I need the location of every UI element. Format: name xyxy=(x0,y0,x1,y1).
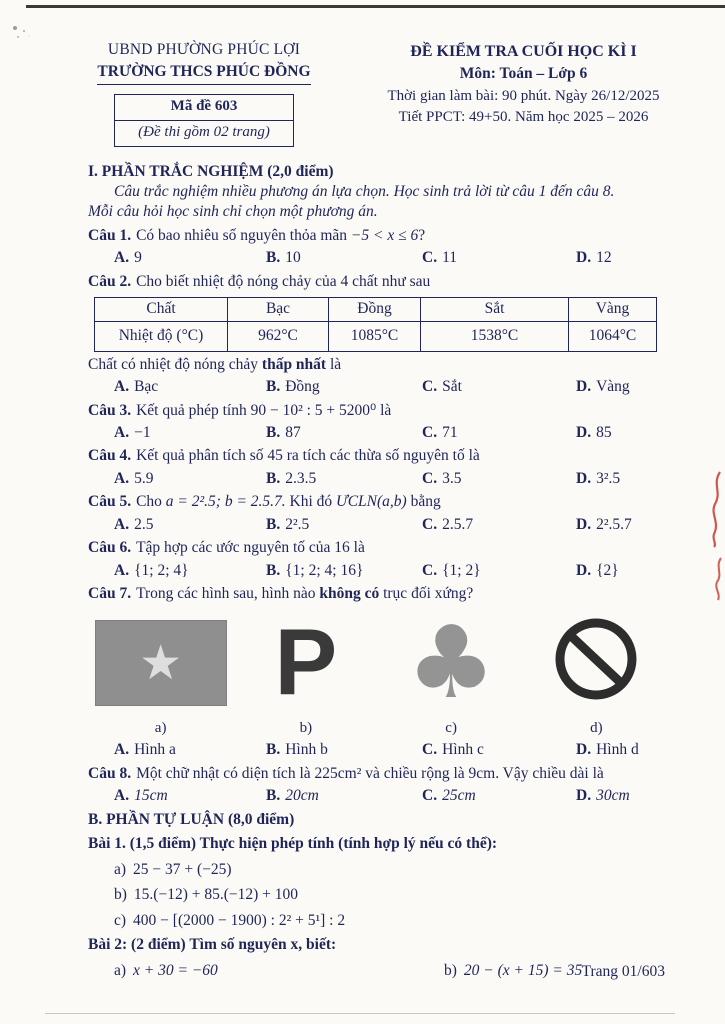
option-c xyxy=(422,423,576,443)
table-header-row xyxy=(95,298,657,321)
option-d xyxy=(576,248,669,268)
option-a xyxy=(114,740,266,760)
option-value: Hình a xyxy=(134,741,176,759)
option-b xyxy=(266,423,422,443)
header xyxy=(0,0,725,147)
question-2-label: Câu 2. xyxy=(88,272,132,290)
bai-1-heading: Bài 1. (1,5 điểm) Thực hiện phép tính (tính hợp lý nếu có thể): xyxy=(88,835,498,853)
question-6-text: Tập hợp các ước nguyên tố của 16 là xyxy=(136,539,365,557)
option-value: 2.3.5 xyxy=(285,469,317,487)
question-7-text-bold: không có xyxy=(319,585,380,603)
question-2-text-2-post: là xyxy=(326,355,342,373)
question-7-options xyxy=(88,740,669,760)
school-name: TRƯỜNG THCS PHÚC ĐỒNG xyxy=(97,62,310,84)
option-a xyxy=(114,786,266,806)
question-4-options xyxy=(88,469,669,489)
option-c xyxy=(422,740,576,760)
exam-pages-note: (Đề thi gồm 02 trang) xyxy=(138,123,270,140)
question-1-text: Có bao nhiêu số nguyên thỏa mãn xyxy=(136,226,351,244)
option-d xyxy=(576,740,669,760)
question-5-text-mid: Khi đó xyxy=(285,493,337,511)
question-8-label: Câu 8. xyxy=(88,764,132,782)
question-2 xyxy=(88,272,669,292)
question-8-options xyxy=(88,786,669,806)
option-letter: D. xyxy=(576,249,592,267)
option-c xyxy=(422,561,576,581)
option-c xyxy=(422,248,576,268)
no-symbol-figure xyxy=(553,616,639,708)
option-b xyxy=(266,515,422,535)
option-letter: C. xyxy=(422,561,438,579)
option-letter: B. xyxy=(266,561,281,579)
header-right xyxy=(350,40,697,147)
option-letter: A. xyxy=(114,469,130,487)
exam-body xyxy=(0,147,725,981)
clover-icon: ♣ xyxy=(406,603,496,721)
table-cell: Chất xyxy=(95,298,228,321)
item-expression: x + 30 = −60 xyxy=(133,961,218,979)
question-3-label: Câu 3. xyxy=(88,401,132,419)
option-b xyxy=(266,469,422,489)
option-value: 5.9 xyxy=(134,469,154,487)
instruction-line-1: Câu trắc nghiệm nhiều phương án lựa chọn. Học sinh trả lời từ câu 1 đến câu 8. xyxy=(114,182,615,200)
question-7-text: Trong các hình sau, hình nào xyxy=(136,585,320,603)
question-3-text-post: là xyxy=(376,401,392,419)
option-letter: C. xyxy=(422,424,438,442)
flag-with-star-figure xyxy=(95,620,227,706)
table-cell: Nhiệt độ (°C) xyxy=(95,321,228,351)
item-label: a) xyxy=(114,860,127,878)
question-7 xyxy=(88,584,669,604)
question-5-math-2: ƯCLN(a,b) xyxy=(336,493,407,511)
question-3-text: Kết quả phép tính xyxy=(136,401,251,419)
section-a-heading: I. PHẦN TRẮC NGHIỆM (2,0 điểm) xyxy=(88,162,334,180)
question-8-text: Một chữ nhật có diện tích là 225cm² và chiều rộng là 9cm. Vậy chiều dài là xyxy=(136,764,604,782)
option-b xyxy=(266,740,422,760)
figure-label-a: a) xyxy=(154,719,167,736)
option-d xyxy=(576,423,669,443)
page-number: Trang 01/603 xyxy=(581,962,665,980)
bai-2-item-a xyxy=(88,961,418,981)
question-1-math: −5 < x ≤ 6 xyxy=(350,226,419,244)
question-5-math-1: a = 2².5; b = 2.5.7. xyxy=(165,493,286,511)
scan-artifact-bottom-line xyxy=(45,1013,675,1014)
item-expression: 15.(−12) + 85.(−12) + 100 xyxy=(133,886,299,904)
item-expression: 25 − 37 + (−25) xyxy=(133,860,232,878)
bai-1-item-a xyxy=(88,860,669,880)
table-cell: Vàng xyxy=(569,298,657,321)
question-2-text-2-pre: Chất có nhiệt độ nóng chảy xyxy=(88,355,262,373)
scan-artifact-red-ink-mark xyxy=(708,470,724,548)
option-c xyxy=(422,786,576,806)
option-value: Đồng xyxy=(285,378,320,396)
table-value-row xyxy=(95,321,657,351)
option-d xyxy=(576,561,669,581)
option-value: 2.5.7 xyxy=(442,515,474,533)
option-a xyxy=(114,515,266,535)
option-letter: C. xyxy=(422,249,438,267)
question-6-options xyxy=(88,561,669,581)
option-letter: B. xyxy=(266,378,281,396)
exam-title: ĐỀ KIỂM TRA CUỐI HỌC KÌ I xyxy=(410,43,637,60)
option-d xyxy=(576,786,669,806)
option-value: 30cm xyxy=(596,787,630,805)
option-d xyxy=(576,469,669,489)
option-value: Hình b xyxy=(285,741,328,759)
option-b xyxy=(266,248,422,268)
no-symbol-icon xyxy=(553,616,639,702)
subject-line: Môn: Toán – Lớp 6 xyxy=(459,65,588,83)
option-c xyxy=(422,515,576,535)
option-c xyxy=(422,377,576,397)
option-value: Hình c xyxy=(442,741,484,759)
question-6 xyxy=(88,538,669,558)
item-label: c) xyxy=(114,911,127,929)
option-value: {1; 2} xyxy=(442,561,481,579)
option-value: 2².5 xyxy=(285,515,310,533)
option-a xyxy=(114,561,266,581)
header-left xyxy=(58,40,350,147)
option-a xyxy=(114,377,266,397)
option-letter: C. xyxy=(422,741,438,759)
question-2-text-2 xyxy=(88,355,669,375)
option-value: 25cm xyxy=(442,787,476,805)
question-2-options xyxy=(88,377,669,397)
option-letter: D. xyxy=(576,424,592,442)
option-value: 2².5.7 xyxy=(596,515,632,533)
option-letter: D. xyxy=(576,469,592,487)
option-d xyxy=(576,515,669,535)
duration-date-line: Thời gian làm bài: 90 phút. Ngày 26/12/2025 xyxy=(387,87,660,104)
letter-p-figure: P xyxy=(274,609,338,715)
question-7-label: Câu 7. xyxy=(88,585,132,603)
scan-artifact-smudge xyxy=(13,26,17,30)
question-5 xyxy=(88,492,669,512)
instruction-line-2: Mỗi câu hỏi học sinh chỉ chọn một phương án. xyxy=(88,203,378,221)
option-value: 3.5 xyxy=(442,469,462,487)
question-3 xyxy=(88,401,669,421)
question-1 xyxy=(88,226,669,246)
option-letter: B. xyxy=(266,469,281,487)
figure-label-b: b) xyxy=(299,719,313,736)
option-letter: B. xyxy=(266,515,281,533)
period-schoolyear-line: Tiết PPCT: 49+50. Năm học 2025 – 2026 xyxy=(398,109,649,126)
option-value: Sắt xyxy=(442,378,462,396)
question-5-label: Câu 5. xyxy=(88,493,132,511)
option-a xyxy=(114,423,266,443)
option-letter: C. xyxy=(422,469,438,487)
option-letter: B. xyxy=(266,424,281,442)
option-value: Vàng xyxy=(596,378,630,396)
school-name-wrap xyxy=(58,60,350,84)
question-2-text: Cho biết nhiệt độ nóng chảy của 4 chất như sau xyxy=(136,272,431,290)
option-letter: A. xyxy=(114,787,130,805)
question-1-text-post: ? xyxy=(418,226,426,244)
option-value: 15cm xyxy=(134,787,168,805)
option-value: {1; 2; 4; 16} xyxy=(285,561,364,579)
option-value: Hình d xyxy=(596,741,639,759)
exam-code: Mã đề 603 xyxy=(115,95,293,121)
option-value: 71 xyxy=(442,424,458,442)
option-b xyxy=(266,561,422,581)
option-letter: A. xyxy=(114,249,130,267)
option-a xyxy=(114,248,266,268)
option-letter: B. xyxy=(266,741,281,759)
option-letter: C. xyxy=(422,787,438,805)
option-a xyxy=(114,469,266,489)
option-letter: A. xyxy=(114,515,130,533)
question-3-math: 90 − 10² : 5 + 5200⁰ xyxy=(250,401,377,419)
option-value: 85 xyxy=(596,424,612,442)
question-5-options xyxy=(88,515,669,535)
option-letter: B. xyxy=(266,787,281,805)
question-7-figure-labels xyxy=(88,719,669,739)
table-cell: 1085°C xyxy=(329,321,421,351)
question-8 xyxy=(88,764,669,784)
item-expression: 20 − (x + 15) = 35 xyxy=(463,961,583,979)
option-value: {2} xyxy=(596,561,619,579)
option-letter: A. xyxy=(114,561,130,579)
option-value: 9 xyxy=(134,249,142,267)
question-6-label: Câu 6. xyxy=(88,539,132,557)
item-expression: 400 − [(2000 − 1900) : 2² + 5¹] : 2 xyxy=(133,911,346,929)
option-value: 3².5 xyxy=(596,469,621,487)
table-cell: Bạc xyxy=(228,298,329,321)
option-value: 20cm xyxy=(285,787,319,805)
option-value: 11 xyxy=(442,249,458,267)
question-1-options xyxy=(88,248,669,268)
option-letter: C. xyxy=(422,515,438,533)
option-value: 12 xyxy=(596,249,612,267)
question-1-label: Câu 1. xyxy=(88,226,132,244)
option-letter: D. xyxy=(576,741,592,759)
option-letter: D. xyxy=(576,787,592,805)
option-b xyxy=(266,786,422,806)
star-icon: ★ xyxy=(139,634,183,691)
table-cell: 1538°C xyxy=(421,321,569,351)
scan-artifact-red-ink-mark-2 xyxy=(711,556,725,602)
question-7-figures xyxy=(88,603,669,721)
item-label: b) xyxy=(114,886,127,904)
option-letter: A. xyxy=(114,378,130,396)
question-4-label: Câu 4. xyxy=(88,447,132,465)
exam-code-box xyxy=(114,94,294,147)
question-4-text: Kết quả phân tích số 45 ra tích các thừa số nguyên tố là xyxy=(136,447,480,465)
option-letter: D. xyxy=(576,561,592,579)
bai-1-item-b xyxy=(88,885,669,905)
option-letter: C. xyxy=(422,378,438,396)
option-letter: D. xyxy=(576,515,592,533)
bai-1-item-c xyxy=(88,911,669,931)
figure-label-c: c) xyxy=(445,719,457,736)
question-5-text-post: bằng xyxy=(406,493,441,511)
table-cell: 1064°C xyxy=(569,321,657,351)
option-b xyxy=(266,377,422,397)
option-value: 2.5 xyxy=(134,515,154,533)
question-5-text: Cho xyxy=(136,493,166,511)
option-c xyxy=(422,469,576,489)
scan-artifact-top-line xyxy=(26,5,725,8)
option-value: −1 xyxy=(134,424,151,442)
melting-point-table xyxy=(94,297,657,351)
option-value: {1; 2; 4} xyxy=(134,561,189,579)
option-letter: D. xyxy=(576,378,592,396)
issuing-org: UBND PHƯỜNG PHÚC LỢI xyxy=(107,41,301,58)
option-value: Bạc xyxy=(134,378,159,396)
item-label: a) xyxy=(114,961,127,979)
bai-2-heading: Bài 2: (2 điểm) Tìm số nguyên x, biết: xyxy=(88,936,337,954)
item-label: b) xyxy=(444,961,457,979)
table-cell: Sắt xyxy=(421,298,569,321)
question-2-text-2-bold: thấp nhất xyxy=(261,355,327,373)
option-d xyxy=(576,377,669,397)
option-value: 10 xyxy=(285,249,301,267)
question-4 xyxy=(88,446,669,466)
figure-label-d: d) xyxy=(590,719,603,736)
question-3-options xyxy=(88,423,669,443)
section-b-heading: B. PHẦN TỰ LUẬN (8,0 điểm) xyxy=(88,810,295,828)
option-letter: A. xyxy=(114,424,130,442)
option-letter: A. xyxy=(114,741,130,759)
option-letter: B. xyxy=(266,249,281,267)
option-value: 87 xyxy=(285,424,301,442)
table-cell: 962°C xyxy=(228,321,329,351)
question-7-text-post: trục đối xứng? xyxy=(379,585,474,603)
table-cell: Đồng xyxy=(329,298,421,321)
